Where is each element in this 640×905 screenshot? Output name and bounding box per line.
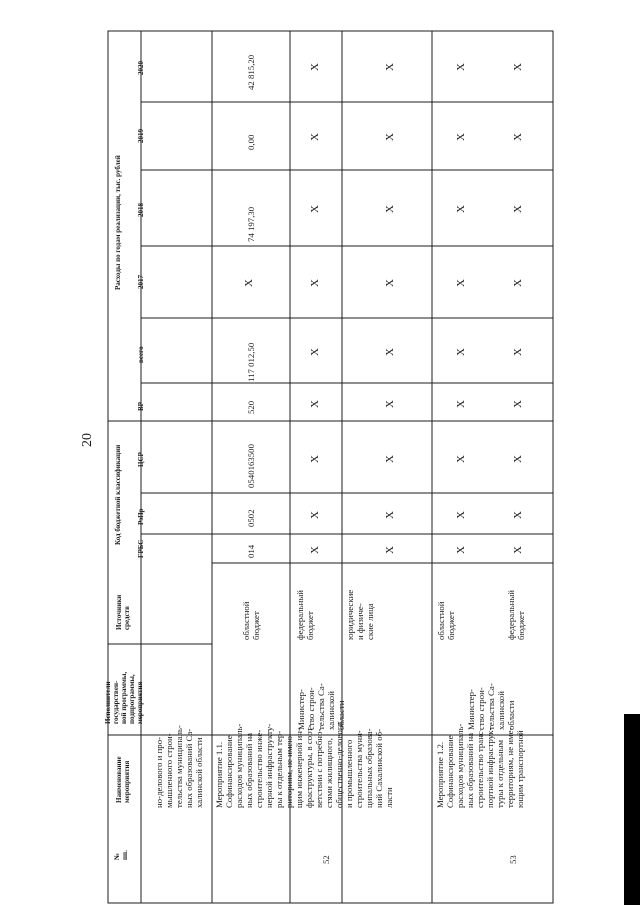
- row52-regional-2019: 0,00: [246, 134, 256, 150]
- row53-federal-2018: X: [512, 205, 524, 213]
- row53-regional-total: X: [455, 348, 467, 356]
- row52-regional-grbs: 014: [246, 544, 256, 558]
- row52-federal-2018: X: [309, 205, 321, 213]
- row52-federal-2020: X: [309, 63, 321, 71]
- row52-legal-total: X: [384, 348, 396, 356]
- row53-federal-grbs: X: [512, 546, 524, 554]
- row53-regional-2020: X: [455, 63, 467, 71]
- header-2020: 2020: [137, 61, 145, 75]
- row53-regional-2017: X: [455, 279, 467, 287]
- header-vr: ВР: [137, 402, 145, 411]
- header-source: Источники средств: [115, 594, 131, 630]
- row53-federal-2019: X: [512, 133, 524, 141]
- header-2019: 2019: [137, 129, 145, 143]
- row52-legal-source: юридические и физиче- ские лица: [345, 589, 375, 640]
- row53-federal-vr: X: [512, 400, 524, 408]
- row52-legal-grbs: X: [384, 546, 396, 554]
- row53-regional-2018: X: [455, 205, 467, 213]
- row53-regional-grbs: X: [455, 546, 467, 554]
- row52-regional-source: областной бюджет: [241, 601, 261, 640]
- row52-legal-rzpr: X: [384, 511, 396, 519]
- row52-regional-2020: 42 815,20: [246, 54, 256, 90]
- row52-regional-2017: X: [243, 279, 255, 287]
- row52-regional-vr: 520: [246, 400, 256, 414]
- row52-federal-source: федеральный бюджет: [295, 590, 315, 640]
- row52-legal-2018: X: [384, 205, 396, 213]
- row53-federal-total: X: [512, 348, 524, 356]
- header-executor: Исполнители государствен- ной программы, подпрограммы, мероприятия: [104, 671, 144, 724]
- row53-regional-vr: X: [455, 400, 467, 408]
- row52-executor: Министер- ство строи- тельства Са- халинской области: [296, 683, 346, 730]
- scan-edge-mark: [624, 714, 640, 905]
- row53-federal-2017: X: [512, 279, 524, 287]
- row52-federal-grbs: X: [309, 546, 321, 554]
- row53-no: 53: [508, 855, 518, 864]
- row53-federal-source: федеральный бюджет: [506, 590, 526, 640]
- row52-federal-2019: X: [309, 133, 321, 141]
- row52-name: Мероприятие 1.1. Софинансирование расходов муниципаль- ных образований на строительство инже- нерной инфраструкту- ры к отдельным тер- риториям, не имею- щим инженерной ин- фраструктуры, в соот- ветствии с потребно- стями жилищного, общественно-делового и промышленного строительства муни- ципальных образова- ний Сахалинской об- ласти: [214, 722, 394, 808]
- row52-federal-vr: X: [309, 400, 321, 408]
- row52-legal-vr: X: [384, 400, 396, 408]
- row53-regional-csr: X: [455, 455, 467, 463]
- row53-executor: Министер- ство строи- тельства Са- халинской области: [466, 683, 516, 730]
- row52-regional-total: 117 012,50: [246, 342, 256, 382]
- row52-federal-2017: X: [309, 279, 321, 287]
- page-number: 20: [80, 433, 95, 447]
- header-2018: 2018: [137, 203, 145, 217]
- row52-legal-2020: X: [384, 63, 396, 71]
- row53-federal-rzpr: X: [512, 511, 524, 519]
- row52-legal-csr: X: [384, 455, 396, 463]
- row53-federal-csr: X: [512, 455, 524, 463]
- header-2017: 2017: [137, 275, 145, 289]
- row52-legal-2017: X: [384, 279, 396, 287]
- row53-regional-source: областной бюджет: [436, 601, 456, 640]
- header-rzpr: РзПр: [137, 508, 145, 525]
- row52-legal-2019: X: [384, 133, 396, 141]
- row53-regional-rzpr: X: [455, 511, 467, 519]
- header-expenses: Расходы по годам реализации, тыс. рублей: [114, 155, 122, 290]
- row52-federal-csr: X: [309, 455, 321, 463]
- row52-regional-csr: 0540163500: [246, 444, 256, 488]
- row52-federal-total: X: [309, 348, 321, 356]
- header-csr: ЦСР: [137, 452, 145, 467]
- row52-regional-rzpr: 0502: [246, 509, 256, 527]
- row53-regional-2019: X: [455, 133, 467, 141]
- header-name: Наименование мероприятия: [115, 756, 131, 803]
- header-no: № пп.: [113, 850, 129, 860]
- row53-name: Мероприятие 1.2. Софинансирование расходов муниципаль- ных образований на строительство транс- портной инфраструк- туры к отдельным территориям, не име- ющим транспортной: [435, 723, 525, 808]
- row52-regional-2018: 74 197,30: [246, 206, 256, 242]
- row52-no: 52: [321, 855, 331, 864]
- cont-name: но-делового и про- мышленного строи- тельства муниципаль- ных образований Са- халинской области: [154, 725, 204, 808]
- header-budget-code: Код бюджетной классификации: [114, 444, 122, 545]
- row52-federal-rzpr: X: [309, 511, 321, 519]
- row53-federal-2020: X: [512, 63, 524, 71]
- header-grbs: ГРБС: [137, 539, 145, 558]
- header-total: всего: [137, 346, 145, 363]
